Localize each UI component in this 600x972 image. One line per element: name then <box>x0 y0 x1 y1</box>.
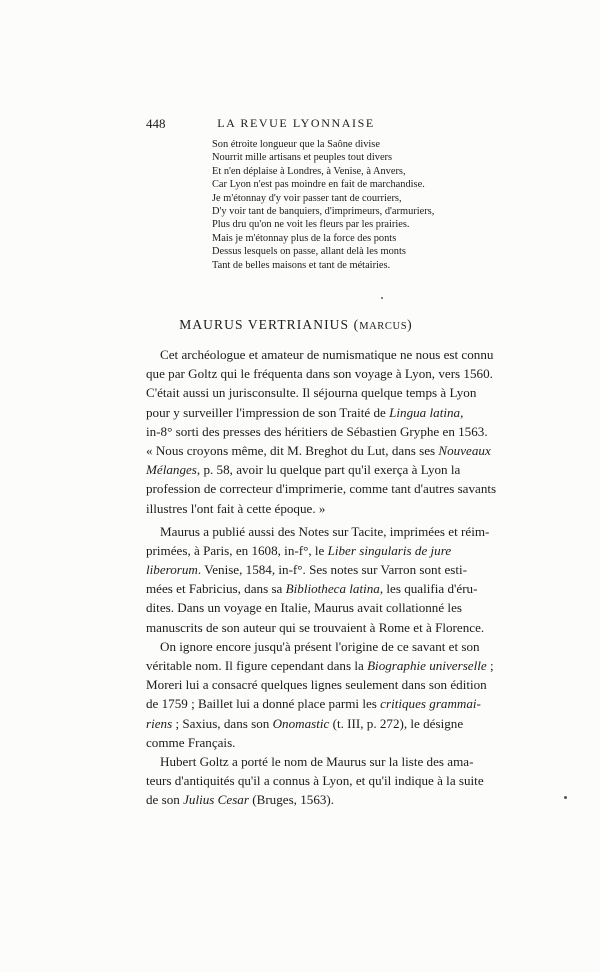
text-line: Cet archéologue et amateur de numismatique ne nous est connu <box>160 347 494 362</box>
text-line: manuscrits de son auteur qui se trouvaient à Rome et à Florence. <box>146 619 485 635</box>
italic-title: Bibliotheca latina <box>285 581 380 597</box>
poem-line: Dessus lesquels on passe, allant delà les monts <box>212 246 406 258</box>
text-run: (t. III, p. 272), le désigne <box>329 715 464 731</box>
text-run: de 1759 ; Baillet lui a donné place parmi les <box>146 696 381 712</box>
text-run: de son <box>146 792 184 808</box>
text-line <box>146 656 494 675</box>
text-run: ; Saxius, dans son <box>172 715 273 731</box>
poem-line: Son étroite longueur que la Saône divise <box>212 139 380 150</box>
text-run: véritable nom. Il figure cependant dans la <box>146 658 368 673</box>
text-line: Hubert Goltz a porté le nom de Maurus sur la liste des ama- <box>160 753 474 769</box>
italic-title: Nouveaux <box>438 442 491 458</box>
text-line <box>146 790 449 809</box>
italic-title: riens <box>146 715 173 731</box>
text-line: Moreri lui a consacré quelques lignes seulement dans son édition <box>146 677 487 693</box>
section-title-main: MAURUS VERTRIANIUS ( <box>179 317 360 332</box>
text-line: illustres l'ont fait à cette époque. » <box>146 500 326 516</box>
poem-line: Plus dru qu'on ne voit les fleurs par les prairies. <box>212 219 410 231</box>
text-line <box>146 694 481 713</box>
text-run: , <box>460 404 464 420</box>
text-run: . Venise, 1584, in-f°. Ses notes sur Varron sont esti- <box>197 562 468 578</box>
text-run: (Bruges, 1563). <box>248 792 335 808</box>
section-title <box>146 317 446 333</box>
text-line <box>146 560 468 579</box>
text-line: teurs d'antiquités qu'il a connus à Lyon, et qu'il indique à la suite <box>146 773 484 789</box>
text-run: « Nous croyons même, dit M. Breghot du Lut, dans ses <box>146 442 439 458</box>
poem-line: Tant de belles maisons et tant de métairies. <box>212 259 391 271</box>
text-run: , les qualifia d'éru- <box>379 581 478 597</box>
page-header <box>146 116 446 134</box>
running-title: LA REVUE LYONNAISE <box>217 116 375 130</box>
italic-title: Julius Cesar <box>183 792 249 808</box>
text-line <box>146 403 464 422</box>
italic-title: Mélanges <box>146 462 197 478</box>
text-line <box>146 441 491 460</box>
text-run: primées, à Paris, en 1608, in-f°, le <box>146 542 328 558</box>
text-run: mées et Fabricius, dans sa <box>146 581 286 597</box>
text-line: profession de correcteur d'imprimerie, comme tant d'autres savants <box>146 481 497 497</box>
text-line <box>146 460 461 479</box>
italic-title: Liber singularis de jure <box>327 542 452 558</box>
poem-line: Mais je m'étonnay plus de la force des ponts <box>212 232 397 244</box>
text-run: ; <box>486 658 494 673</box>
body-text <box>146 345 497 810</box>
poem-quotation <box>212 138 434 272</box>
poem-line: Car Lyon n'est pas moindre en fait de marchandise. <box>212 179 425 191</box>
poem-line: Je m'étonnay d'y voir passer tant de courriers, <box>212 192 402 204</box>
text-line: comme Français. <box>146 734 236 750</box>
section-title-small-caps: MARCUS <box>359 321 408 332</box>
text-run: , p. 58, avoir lu quelque part qu'il exerça à Lyon la <box>196 462 461 478</box>
section-title-end: ) <box>407 317 413 332</box>
italic-title: Biographie universelle <box>367 658 487 673</box>
italic-title: Lingua latina <box>389 404 461 420</box>
text-line: in-8° sorti des presses des héritiers de Sébastien Gryphe en 1563. <box>146 423 488 439</box>
text-line <box>146 714 464 733</box>
text-line: que par Goltz qui le fréquenta dans son voyage à Lyon, vers 1560. <box>146 366 493 382</box>
text-run: pour y surveiller l'impression de son Traité de <box>146 404 390 420</box>
text-line: Maurus a publié aussi des Notes sur Tacite, imprimées et réim- <box>160 523 490 539</box>
italic-title: liberorum <box>146 562 198 578</box>
italic-title: Onomastic <box>272 715 330 731</box>
poem-line: Nourrit mille artisans et peuples tout divers <box>212 152 393 164</box>
text-line <box>146 579 478 598</box>
text-line <box>146 541 452 560</box>
text-line: dites. Dans un voyage en Italie, Maurus avait collationné les <box>146 600 462 616</box>
italic-title: critiques grammai- <box>380 696 481 712</box>
margin-dot <box>564 796 567 799</box>
separator-dot <box>381 297 383 299</box>
poem-line: D'y voir tant de banquiers, d'imprimeurs, d'armuriers, <box>212 206 435 218</box>
page-number: 448 <box>146 116 166 131</box>
text-line: On ignore encore jusqu'à présent l'origine de ce savant et son <box>160 638 480 654</box>
text-line: C'était aussi un jurisconsulte. Il séjourna quelque temps à Lyon <box>146 385 477 401</box>
poem-line: Et n'en déplaise à Londres, à Venise, à Anvers, <box>212 165 406 177</box>
